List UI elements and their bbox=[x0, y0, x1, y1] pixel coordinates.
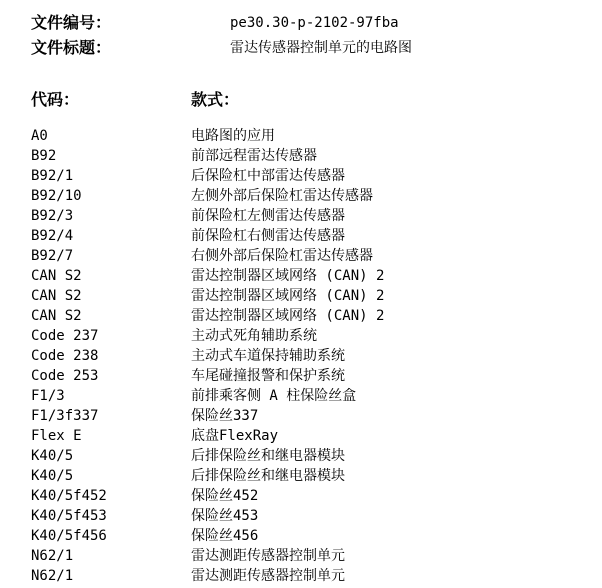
item-description: 左侧外部后保险杠雷达传感器 bbox=[191, 188, 373, 204]
item-code: K40/5f453 bbox=[31, 508, 107, 524]
list-item bbox=[31, 406, 591, 426]
item-description: 底盘FlexRay bbox=[191, 428, 279, 444]
item-description: 前部远程雷达传感器 bbox=[191, 148, 317, 164]
item-code: B92/4 bbox=[31, 228, 74, 244]
item-description: 雷达控制器区域网络 (CAN) 2 bbox=[191, 288, 385, 304]
file-number-label: 文件编号： bbox=[31, 13, 112, 32]
description-column-header: 款式： bbox=[191, 90, 240, 109]
item-code: K40/5f452 bbox=[31, 488, 107, 504]
list-item bbox=[31, 146, 591, 166]
list-item bbox=[31, 126, 591, 146]
item-code: K40/5 bbox=[31, 468, 74, 484]
code-description-list bbox=[31, 126, 591, 586]
item-description: 保险丝452 bbox=[191, 488, 259, 504]
item-code: A0 bbox=[31, 128, 48, 144]
item-code: N62/1 bbox=[31, 568, 74, 584]
item-code: CAN S2 bbox=[31, 268, 82, 284]
item-code: K40/5f456 bbox=[31, 528, 107, 544]
item-description: 前保险杠右侧雷达传感器 bbox=[191, 228, 345, 244]
item-code: Code 238 bbox=[31, 348, 99, 364]
list-item bbox=[31, 226, 591, 246]
list-item bbox=[31, 426, 591, 446]
item-description: 电路图的应用 bbox=[191, 128, 275, 144]
item-code: B92/7 bbox=[31, 248, 74, 264]
list-item bbox=[31, 186, 591, 206]
list-item bbox=[31, 506, 591, 526]
file-title-row bbox=[31, 37, 591, 59]
list-item bbox=[31, 326, 591, 346]
list-item bbox=[31, 546, 591, 566]
item-code: Code 237 bbox=[31, 328, 99, 344]
list-item bbox=[31, 566, 591, 586]
item-description: 车尾碰撞报警和保护系统 bbox=[191, 368, 345, 384]
list-item bbox=[31, 266, 591, 286]
item-code: B92/3 bbox=[31, 208, 74, 224]
item-code: F1/3 bbox=[31, 388, 65, 404]
list-item bbox=[31, 346, 591, 366]
list-item bbox=[31, 446, 591, 466]
item-code: B92/10 bbox=[31, 188, 82, 204]
item-code: F1/3f337 bbox=[31, 408, 99, 424]
item-description: 保险丝453 bbox=[191, 508, 259, 524]
item-description: 后排保险丝和继电器模块 bbox=[191, 468, 345, 484]
item-code: N62/1 bbox=[31, 548, 74, 564]
file-number-row bbox=[31, 12, 591, 34]
list-item bbox=[31, 166, 591, 186]
list-item bbox=[31, 486, 591, 506]
item-code: B92 bbox=[31, 148, 57, 164]
item-description: 雷达测距传感器控制单元 bbox=[191, 568, 345, 584]
item-code: K40/5 bbox=[31, 448, 74, 464]
file-title-label: 文件标题： bbox=[31, 38, 112, 57]
list-item bbox=[31, 526, 591, 546]
item-description: 保险丝337 bbox=[191, 408, 259, 424]
list-item bbox=[31, 386, 591, 406]
list-item bbox=[31, 306, 591, 326]
item-code: B92/1 bbox=[31, 168, 74, 184]
list-item bbox=[31, 206, 591, 226]
list-item bbox=[31, 246, 591, 266]
item-description: 前保险杠左侧雷达传感器 bbox=[191, 208, 345, 224]
item-description: 前排乘客侧 A 柱保险丝盒 bbox=[191, 388, 357, 404]
item-description: 雷达控制器区域网络 (CAN) 2 bbox=[191, 268, 385, 284]
item-description: 雷达控制器区域网络 (CAN) 2 bbox=[191, 308, 385, 324]
list-item bbox=[31, 466, 591, 486]
item-code: Code 253 bbox=[31, 368, 99, 384]
item-description: 右侧外部后保险杠雷达传感器 bbox=[191, 248, 373, 264]
item-description: 保险丝456 bbox=[191, 528, 259, 544]
item-description: 后保险杠中部雷达传感器 bbox=[191, 168, 345, 184]
item-description: 后排保险丝和继电器模块 bbox=[191, 448, 345, 464]
code-column-header: 代码： bbox=[31, 90, 80, 109]
item-description: 主动式死角辅助系统 bbox=[191, 328, 317, 344]
file-number-value: pe30.30-p-2102-97fba bbox=[230, 15, 399, 31]
item-code: Flex E bbox=[31, 428, 82, 444]
item-description: 主动式车道保持辅助系统 bbox=[191, 348, 345, 364]
file-title-value: 雷达传感器控制单元的电路图 bbox=[230, 40, 412, 56]
item-code: CAN S2 bbox=[31, 308, 82, 324]
item-code: CAN S2 bbox=[31, 288, 82, 304]
item-description: 雷达测距传感器控制单元 bbox=[191, 548, 345, 564]
list-item bbox=[31, 286, 591, 306]
list-item bbox=[31, 366, 591, 386]
